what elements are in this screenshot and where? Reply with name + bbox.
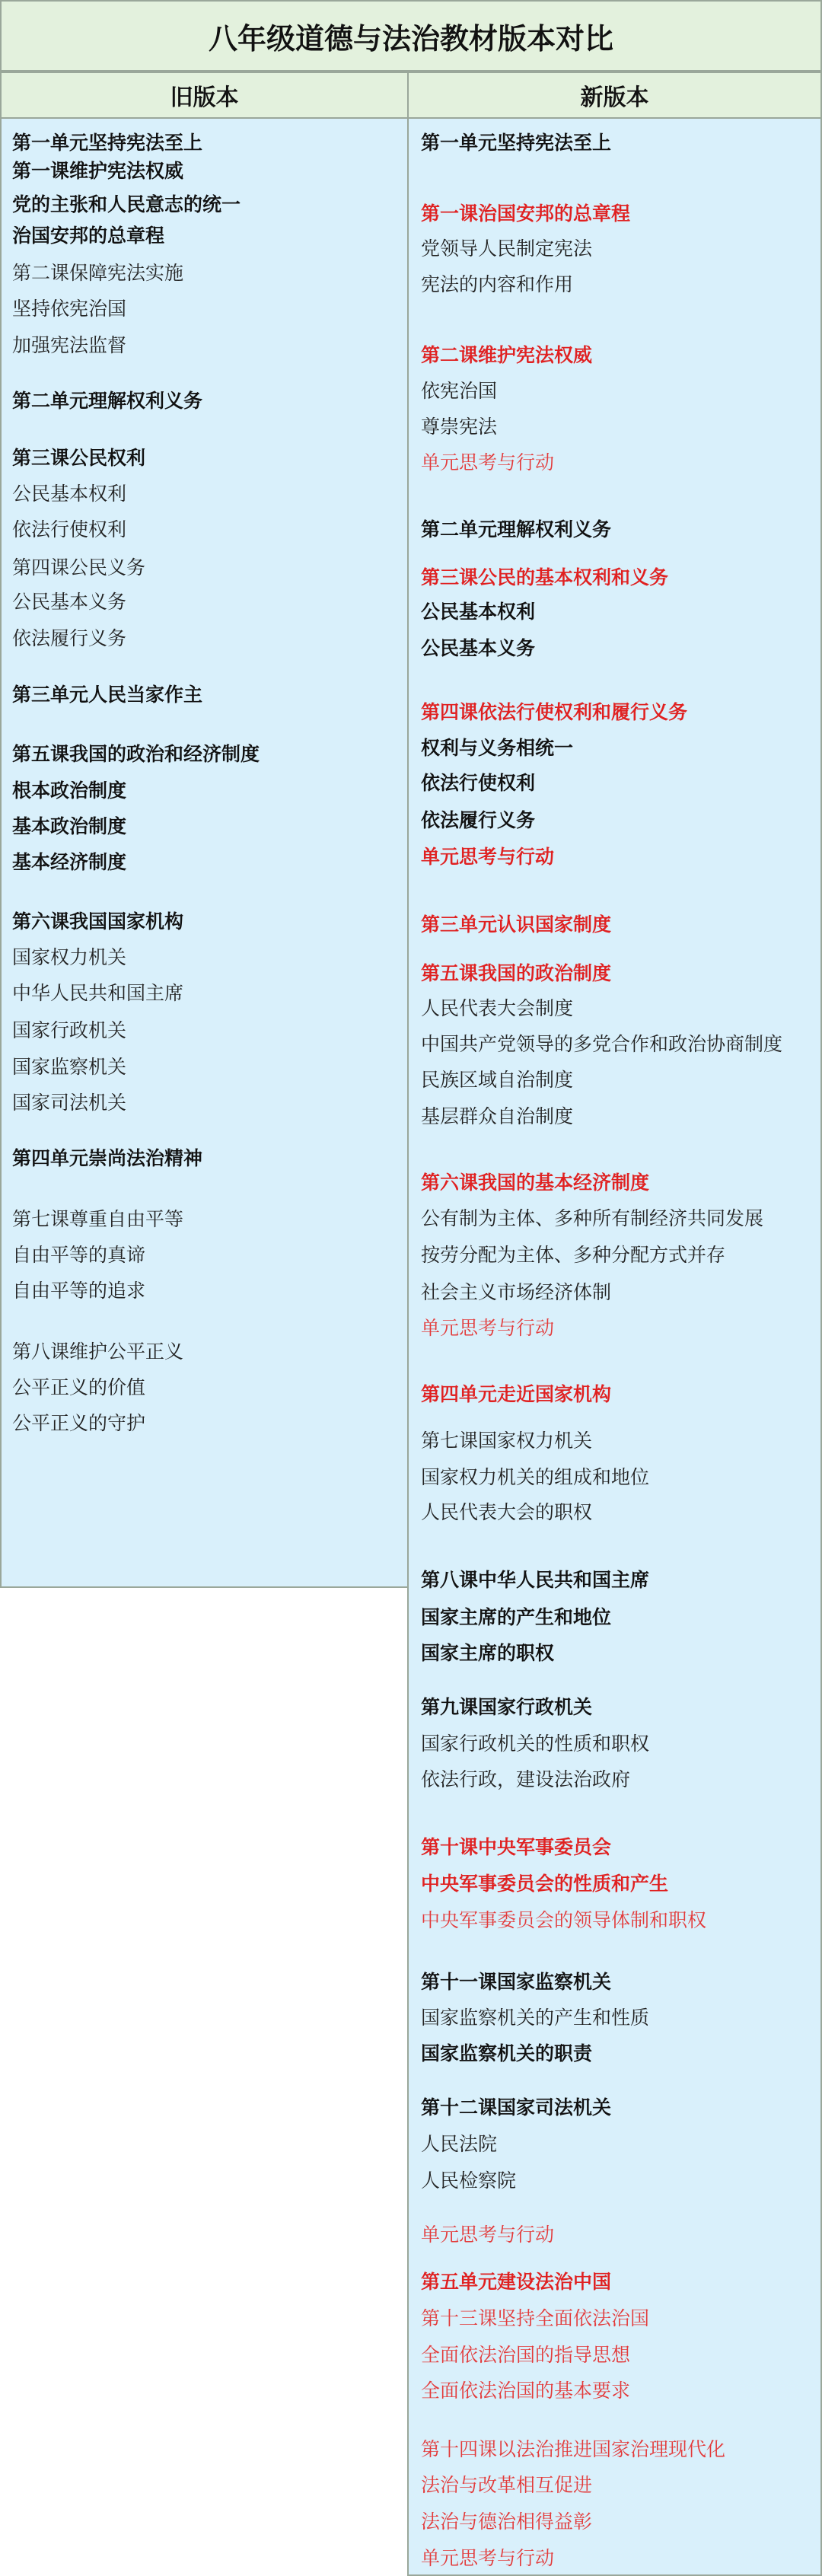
new-version-line: 第七课国家权力机关 <box>421 1430 593 1452</box>
old-version-line: 第一课维护宪法权威 <box>12 160 184 182</box>
new-version-line: 依法行使权利 <box>421 772 536 794</box>
old-version-line: 加强宪法监督 <box>12 334 127 356</box>
old-version-line: 第二单元理解权利义务 <box>12 390 203 412</box>
new-version-line: 国家主席的职权 <box>421 1642 555 1664</box>
old-version-line: 依法行使权利 <box>12 518 127 540</box>
new-version-line: 权利与义务相统一 <box>421 737 574 759</box>
new-version-line: 国家监察机关的产生和性质 <box>421 2007 650 2029</box>
old-version-line: 自由平等的真谛 <box>12 1244 146 1266</box>
old-version-line: 基本政治制度 <box>12 815 127 837</box>
old-version-line: 基本经济制度 <box>12 851 127 873</box>
new-version-line: 单元思考与行动 <box>421 846 555 868</box>
old-version-line: 公民基本义务 <box>12 591 127 613</box>
new-version-line: 国家权力机关的组成和地位 <box>421 1466 650 1488</box>
header-new-version: 新版本 <box>407 72 822 119</box>
new-version-line: 第一课治国安邦的总章程 <box>421 202 631 225</box>
new-version-line: 国家主席的产生和地位 <box>421 1606 612 1628</box>
new-version-line: 第十一课国家监察机关 <box>421 1971 612 1993</box>
old-version-line: 第一单元坚持宪法至上 <box>12 132 203 154</box>
new-version-line: 第二课维护宪法权威 <box>421 344 593 366</box>
old-version-line: 自由平等的追求 <box>12 1280 146 1302</box>
new-version-line: 全面依法治国的基本要求 <box>421 2380 631 2402</box>
old-version-line: 中华人民共和国主席 <box>12 982 184 1004</box>
new-version-line: 第三课公民的基本权利和义务 <box>421 566 669 588</box>
new-version-line: 公民基本义务 <box>421 637 536 659</box>
new-version-line: 第九课国家行政机关 <box>421 1696 593 1718</box>
new-version-line: 第十四课以法治推进国家治理现代化 <box>421 2438 726 2460</box>
new-version-line: 第一单元坚持宪法至上 <box>421 132 612 154</box>
new-version-line: 人民代表大会制度 <box>421 997 574 1019</box>
old-version-line: 国家司法机关 <box>12 1092 127 1114</box>
new-version-line: 全面依法治国的指导思想 <box>421 2344 631 2366</box>
new-version-line: 单元思考与行动 <box>421 451 555 473</box>
new-version-line: 宪法的内容和作用 <box>421 273 574 295</box>
new-version-line: 第八课中华人民共和国主席 <box>421 1569 650 1591</box>
new-version-line: 人民法院 <box>421 2133 498 2155</box>
old-version-line: 坚持依宪治国 <box>12 298 127 320</box>
new-version-line: 第十二课国家司法机关 <box>421 2096 612 2119</box>
new-version-line: 人民检察院 <box>421 2170 517 2192</box>
new-version-line: 国家行政机关的性质和职权 <box>421 1733 650 1755</box>
old-version-line: 公平正义的价值 <box>12 1376 146 1398</box>
new-version-line: 人民代表大会的职权 <box>421 1501 593 1523</box>
old-version-line: 第三课公民权利 <box>12 447 146 469</box>
old-version-line: 第八课维护公平正义 <box>12 1341 184 1363</box>
new-version-line: 依宪治国 <box>421 380 498 402</box>
old-version-line: 根本政治制度 <box>12 779 127 802</box>
new-version-line: 公民基本权利 <box>421 601 536 623</box>
new-version-line: 第十课中央军事委员会 <box>421 1836 612 1858</box>
new-version-line: 第五课我国的政治制度 <box>421 962 612 984</box>
old-version-line: 国家监察机关 <box>12 1056 127 1078</box>
new-version-line: 单元思考与行动 <box>421 2547 555 2569</box>
new-version-line: 单元思考与行动 <box>421 1317 555 1339</box>
new-version-line: 第四课依法行使权利和履行义务 <box>421 701 688 723</box>
new-version-line: 第十三课坚持全面依法治国 <box>421 2307 650 2329</box>
new-version-line: 依法行政，建设法治政府 <box>421 1768 631 1790</box>
old-version-line: 第五课我国的政治和经济制度 <box>12 743 260 765</box>
new-version-line: 中央军事委员会的性质和产生 <box>421 1873 669 1895</box>
old-version-line: 国家行政机关 <box>12 1019 127 1041</box>
new-version-line: 依法履行义务 <box>421 809 536 831</box>
old-version-line: 治国安邦的总章程 <box>12 225 165 247</box>
old-version-line: 第七课尊重自由平等 <box>12 1208 184 1230</box>
new-version-line: 第五单元建设法治中国 <box>421 2271 612 2293</box>
new-version-line: 第二单元理解权利义务 <box>421 518 612 540</box>
new-version-line: 社会主义市场经济体制 <box>421 1281 612 1303</box>
new-version-line: 第六课我国的基本经济制度 <box>421 1172 650 1194</box>
new-version-line: 法治与改革相互促进 <box>421 2474 593 2496</box>
old-version-line: 党的主张和人民意志的统一 <box>12 193 241 215</box>
old-version-line: 公平正义的守护 <box>12 1412 146 1434</box>
new-version-column <box>407 117 822 2576</box>
new-version-line: 中国共产党领导的多党合作和政治协商制度 <box>421 1033 783 1055</box>
new-version-line: 单元思考与行动 <box>421 2224 555 2246</box>
new-version-line: 民族区域自治制度 <box>421 1069 574 1091</box>
new-version-line: 公有制为主体、多种所有制经济共同发展 <box>421 1207 764 1229</box>
header-old-version: 旧版本 <box>0 72 409 119</box>
new-version-line: 基层群众自治制度 <box>421 1105 574 1127</box>
new-version-line: 第三单元认识国家制度 <box>421 913 612 936</box>
page-title: 八年级道德与法治教材版本对比 <box>0 0 822 72</box>
new-version-line: 法治与德治相得益彰 <box>421 2511 593 2533</box>
old-version-line: 第四课公民义务 <box>12 556 146 579</box>
old-version-line: 第四单元崇尚法治精神 <box>12 1147 203 1169</box>
old-version-line: 第二课保障宪法实施 <box>12 262 184 284</box>
new-version-line: 按劳分配为主体、多种分配方式并存 <box>421 1244 726 1266</box>
old-version-line: 国家权力机关 <box>12 946 127 968</box>
new-version-line: 第四单元走近国家机构 <box>421 1383 612 1405</box>
old-version-line: 依法履行义务 <box>12 627 127 649</box>
new-version-line: 尊崇宪法 <box>421 416 498 438</box>
old-version-line: 公民基本权利 <box>12 483 127 505</box>
new-version-line: 党领导人民制定宪法 <box>421 238 593 260</box>
old-version-line: 第六课我国国家机构 <box>12 910 184 933</box>
old-version-column <box>0 117 409 1588</box>
old-version-line: 第三单元人民当家作主 <box>12 684 203 706</box>
new-version-line: 中央军事委员会的领导体制和职权 <box>421 1909 707 1931</box>
new-version-line: 国家监察机关的职责 <box>421 2042 593 2064</box>
